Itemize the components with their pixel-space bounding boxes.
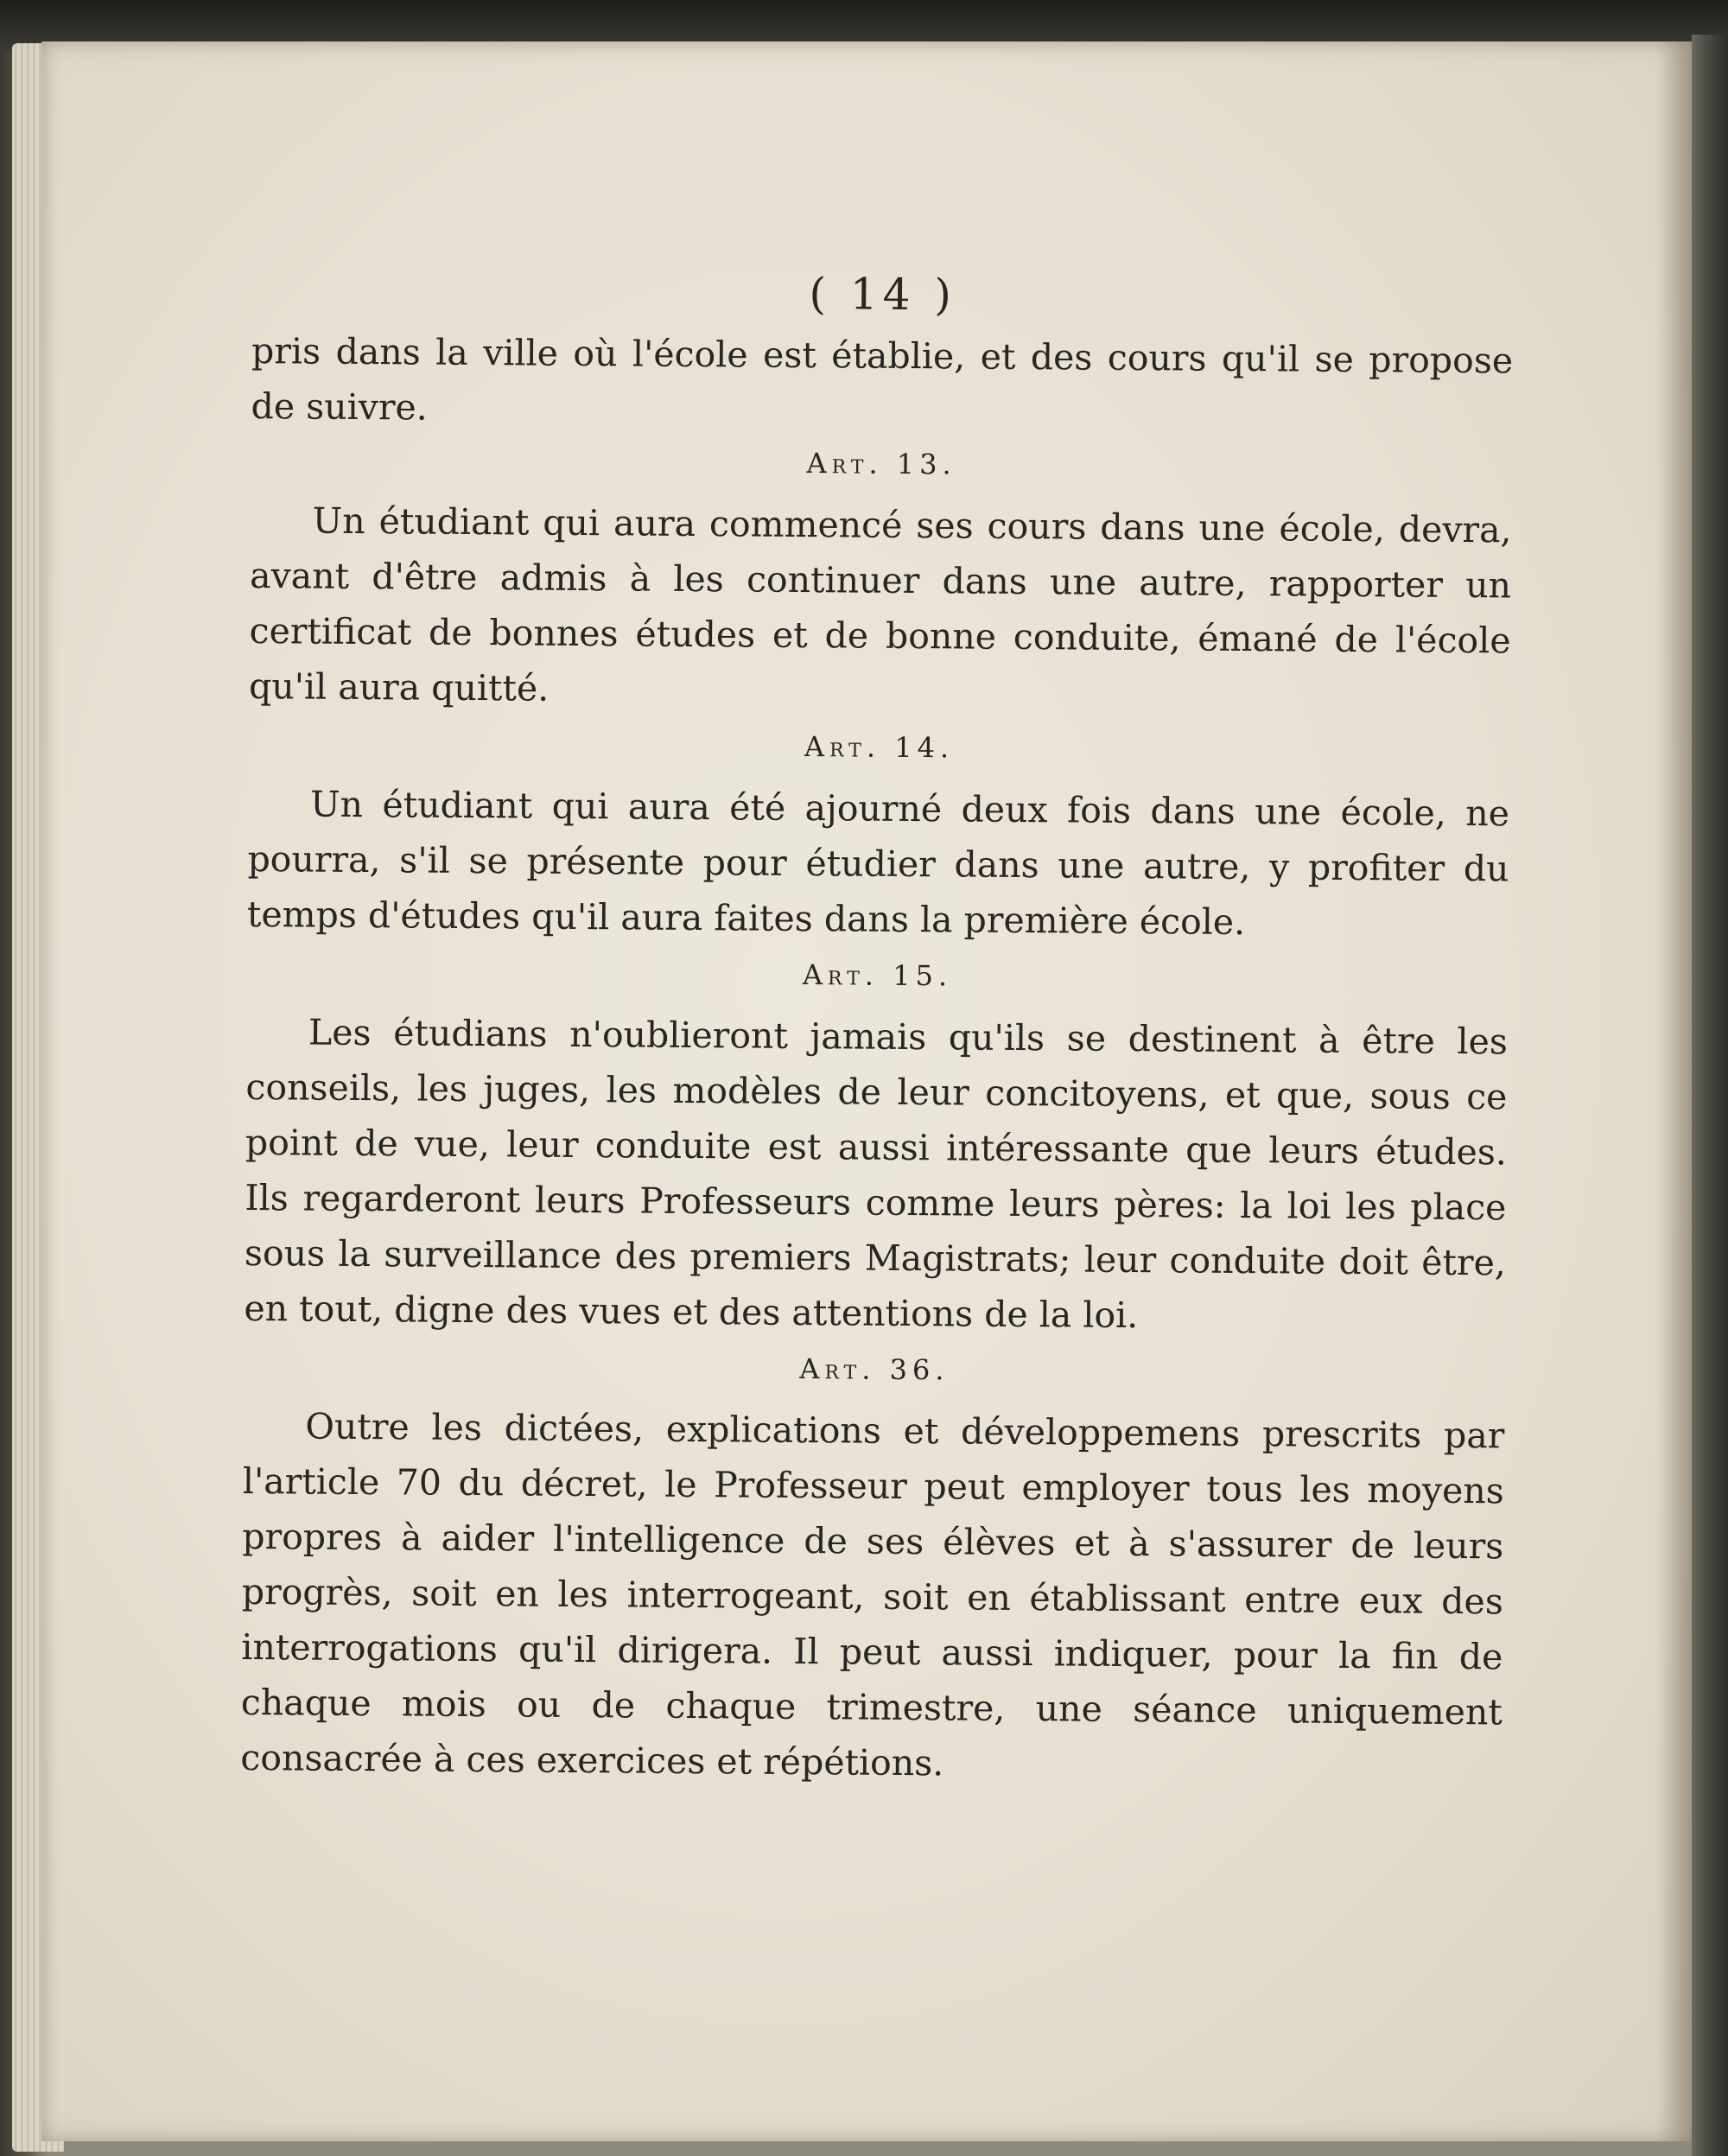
article-36-text: Outre les dictées, explications et développemens prescrits par l'article 70 du décret, le Professeur peut employer tous les moyens propres à aider l'intelligence de ses élèves et à s'assurer de leurs progrès, soit en les interrogeant, soit en établissant entre eux des interrogations qu'il dirigera. Il peut aussi indiquer, pour la fin de chaque mois ou de chaque trimestre, une séance uniquement consacrée à ces exercices et répétions.	[240, 1405, 1505, 1784]
article-13-text: Un étudiant qui aura commencé ses cours dans une école, devra, avant d'être admis à les continuer dans une autre, rapporter un certificat de bonnes études et de bonne conduite, émané de l'école qu'il aura quitté.	[248, 499, 1512, 709]
article-14-text: Un étudiant qui aura été ajourné deux fois dans une école, ne pourra, s'il se présente pour étudier dans une autre, y profiter du temps d'études qu'il aura faites dans la première école.	[246, 783, 1510, 944]
article-15-heading: Art. 15.	[802, 958, 953, 993]
article-14-heading: Art. 14.	[804, 730, 955, 765]
book-cover-edge	[1692, 35, 1728, 2156]
article-13-heading: Art. 13.	[806, 447, 956, 481]
article-36-heading: Art. 36.	[799, 1352, 950, 1387]
page-number: ( 14 )	[809, 269, 957, 321]
article-15-text: Les étudians n'oublieront jamais qu'ils se destinent à être les conseils, les juges, les modèles de leur concitoyens, et que, sous ce point de vue, leur conduite est aussi intéressante que leurs études. Ils regarderont leurs Professeurs comme leurs pères: la loi les place sous la surveillance des premiers Magistrats; leur conduite doit être, en tout, digne des vues et des attentions de la loi.	[244, 1011, 1509, 1337]
continuation-paragraph: pris dans la ville où l'école est établie, et des cours qu'il se propose de suivre.	[251, 329, 1514, 429]
page-text	[240, 259, 1514, 1795]
gutter-shadow	[1657, 41, 1692, 2141]
